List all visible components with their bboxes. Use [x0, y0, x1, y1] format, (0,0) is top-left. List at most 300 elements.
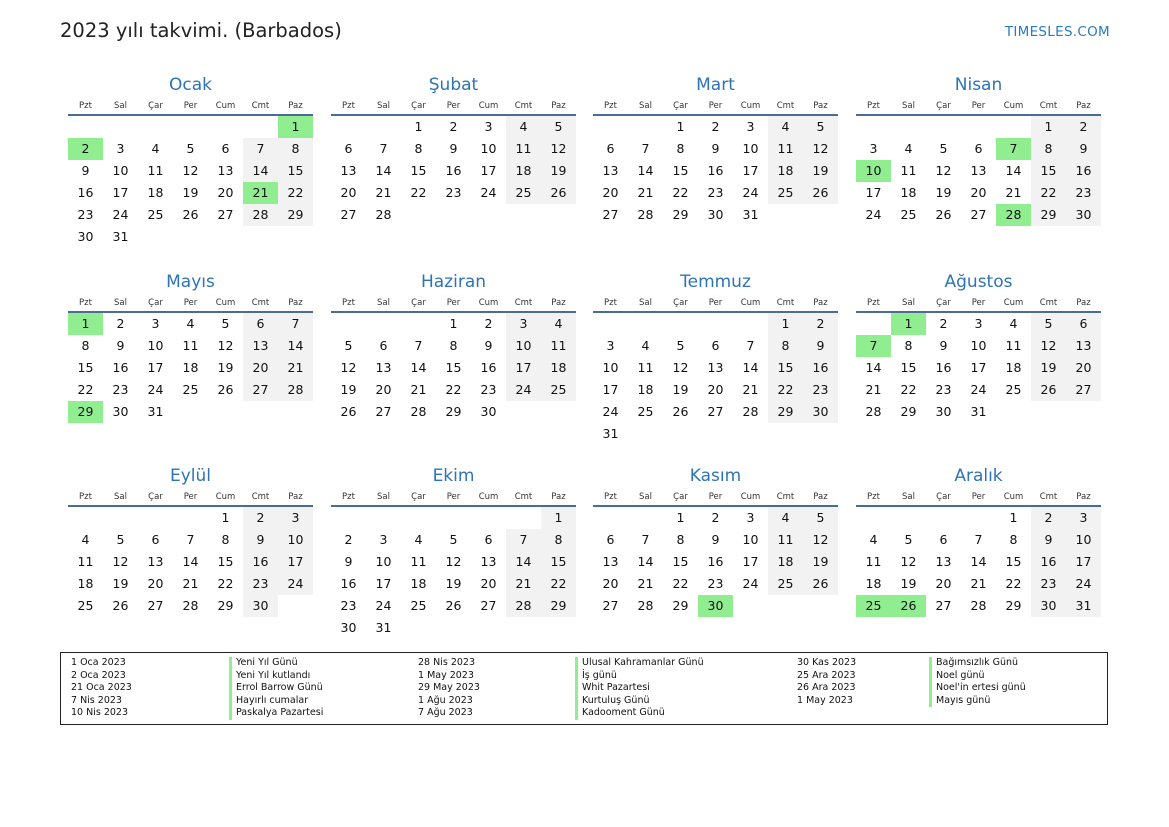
day-cell: 20	[602, 185, 619, 200]
weekday-label: Paz	[813, 101, 828, 111]
day-cell: 28	[410, 404, 427, 419]
legend-date: 1 May 2023	[797, 694, 853, 706]
day-cell: 5	[186, 141, 195, 156]
day-cell: 4	[768, 507, 803, 529]
weekday-label: Cmt	[1039, 492, 1058, 502]
month-name: Kasım	[689, 466, 742, 486]
day-cell: 9	[711, 141, 720, 156]
day-cell: 18	[410, 576, 427, 591]
day-cell: 9	[449, 141, 458, 156]
day-cell: 26	[112, 598, 129, 613]
weekday-header	[331, 98, 576, 116]
legend-holiday-name: Ulusal Kahramanlar Günü	[575, 657, 704, 670]
day-cell: 17	[742, 554, 759, 569]
day-cell: 30	[935, 404, 952, 419]
day-cell: 23	[1066, 182, 1101, 204]
day-cell: 15	[672, 163, 689, 178]
weekday-label: Paz	[551, 101, 566, 111]
weekday-label: Per	[971, 101, 986, 111]
day-cell: 10	[112, 163, 129, 178]
weekday-header	[856, 98, 1101, 116]
weekday-header	[593, 295, 838, 313]
day-cell: 24	[278, 573, 313, 595]
weekday-label: Per	[183, 298, 198, 308]
day-cell: 18	[768, 160, 803, 182]
day-cell: 18	[637, 382, 654, 397]
day-cell: 2	[1066, 116, 1101, 138]
day-cell: 3	[1066, 507, 1101, 529]
month-block	[856, 73, 1101, 226]
empty-cell	[471, 507, 506, 529]
weekday-header	[331, 489, 576, 507]
day-cell: 9	[939, 338, 948, 353]
weekday-label: Çar	[936, 101, 951, 111]
day-cell: 30	[1031, 595, 1066, 617]
day-cell: 7	[974, 532, 983, 547]
weekday-label: Pzt	[342, 298, 355, 308]
empty-cell	[891, 507, 926, 529]
day-cell: 2	[1031, 507, 1066, 529]
month-name: Temmuz	[680, 272, 751, 292]
day-cell: 20	[375, 382, 392, 397]
day-cell: 6	[1066, 313, 1101, 335]
day-cell: 11	[768, 138, 803, 160]
day-cell: 23	[445, 185, 462, 200]
weekday-label: Per	[708, 492, 723, 502]
day-cell: 5	[939, 141, 948, 156]
day-cell: 5	[221, 316, 230, 331]
day-cell: 22	[1005, 576, 1022, 591]
day-cell: 22	[1031, 182, 1066, 204]
empty-cell	[173, 507, 208, 529]
weekday-label: Çar	[411, 492, 426, 502]
day-grid	[856, 507, 1101, 617]
weekday-label: Cum	[478, 492, 499, 502]
day-cell: 11	[865, 554, 882, 569]
day-cell: 15	[217, 554, 234, 569]
day-cell: 5	[803, 116, 838, 138]
holiday-legend	[60, 652, 1108, 725]
day-cell: 2	[449, 119, 458, 134]
day-cell: 29	[900, 404, 917, 419]
day-cell: 19	[112, 576, 129, 591]
day-cell: 27	[935, 598, 952, 613]
day-cell: 7	[641, 141, 650, 156]
day-cell: 19	[803, 160, 838, 182]
day-cell: 19	[935, 185, 952, 200]
day-cell: 15	[541, 551, 576, 573]
weekday-header	[856, 489, 1101, 507]
day-cell: 27	[602, 207, 619, 222]
day-cell: 10	[480, 141, 497, 156]
day-cell: 16	[935, 360, 952, 375]
weekday-label: Cmt	[776, 492, 795, 502]
day-cell: 13	[480, 554, 497, 569]
empty-cell	[733, 313, 768, 335]
weekday-label: Sal	[377, 298, 390, 308]
day-cell: 13	[375, 360, 392, 375]
day-cell: 11	[506, 138, 541, 160]
weekday-header	[331, 295, 576, 313]
weekday-label: Sal	[377, 101, 390, 111]
weekday-label: Cmt	[1039, 101, 1058, 111]
empty-cell	[331, 313, 366, 335]
day-cell: 30	[480, 404, 497, 419]
legend-date: 28 Nis 2023	[418, 657, 475, 668]
month-block	[331, 464, 576, 639]
day-cell: 18	[865, 576, 882, 591]
day-cell: 13	[602, 554, 619, 569]
day-cell: 13	[243, 335, 278, 357]
weekday-header	[593, 489, 838, 507]
day-cell: 9	[116, 338, 125, 353]
day-cell: 27	[147, 598, 164, 613]
weekday-header	[856, 295, 1101, 313]
day-cell: 13	[340, 163, 357, 178]
day-cell: 2	[116, 316, 125, 331]
day-cell: 17	[147, 360, 164, 375]
day-cell: 25	[1005, 382, 1022, 397]
legend-date: 1 Oca 2023	[71, 657, 126, 668]
day-cell: 12	[217, 338, 234, 353]
legend-date: 21 Oca 2023	[71, 682, 132, 694]
weekday-label: Paz	[813, 492, 828, 502]
day-cell: 15	[900, 360, 917, 375]
weekday-label: Çar	[411, 298, 426, 308]
day-cell: 22	[410, 185, 427, 200]
day-cell: 16	[1031, 551, 1066, 573]
day-cell: 15	[410, 163, 427, 178]
day-cell: 8	[676, 141, 685, 156]
month-name: Ağustos	[944, 272, 1013, 292]
day-cell: 1	[768, 313, 803, 335]
day-cell: 22	[541, 573, 576, 595]
day-cell: 23	[707, 576, 724, 591]
weekday-label: Pzt	[79, 298, 92, 308]
month-block	[68, 270, 313, 423]
day-cell: 1	[1031, 116, 1066, 138]
day-cell: 2	[711, 119, 720, 134]
day-cell: 17	[742, 163, 759, 178]
day-cell: 4	[1009, 316, 1018, 331]
day-cell: 21	[637, 576, 654, 591]
day-cell: 7	[243, 138, 278, 160]
day-grid	[331, 116, 576, 226]
legend-holiday-name: Hayırlı cumalar	[229, 695, 323, 708]
holiday-day-cell: 1	[891, 313, 926, 335]
day-cell: 24	[147, 382, 164, 397]
day-cell: 22	[217, 576, 234, 591]
weekday-label: Çar	[673, 101, 688, 111]
weekday-label: Cum	[215, 492, 236, 502]
day-cell: 28	[278, 379, 313, 401]
day-cell: 3	[379, 532, 388, 547]
weekday-label: Sal	[639, 298, 652, 308]
day-cell: 6	[243, 313, 278, 335]
day-cell: 1	[221, 510, 230, 525]
day-cell: 1	[1009, 510, 1018, 525]
day-cell: 7	[746, 338, 755, 353]
empty-cell	[243, 116, 278, 138]
day-cell: 21	[278, 357, 313, 379]
day-cell: 28	[637, 598, 654, 613]
day-cell: 14	[506, 551, 541, 573]
day-cell: 11	[1005, 338, 1022, 353]
day-cell: 20	[935, 576, 952, 591]
empty-cell	[961, 116, 996, 138]
day-cell: 12	[541, 138, 576, 160]
day-grid	[593, 507, 838, 617]
day-grid	[68, 313, 313, 423]
day-cell: 30	[1066, 204, 1101, 226]
day-cell: 29	[672, 207, 689, 222]
day-cell: 23	[340, 598, 357, 613]
day-cell: 26	[803, 573, 838, 595]
day-cell: 20	[707, 382, 724, 397]
day-cell: 6	[974, 141, 983, 156]
legend-dates-col-3	[797, 657, 856, 707]
day-cell: 6	[606, 532, 615, 547]
day-cell: 18	[768, 551, 803, 573]
weekday-label: Pzt	[604, 492, 617, 502]
day-cell: 29	[768, 401, 803, 423]
legend-date: 30 Kas 2023	[797, 657, 857, 668]
day-cell: 4	[641, 338, 650, 353]
weekday-label: Sal	[639, 101, 652, 111]
legend-date: 7 Nis 2023	[71, 694, 122, 706]
day-cell: 30	[77, 229, 94, 244]
day-cell: 20	[480, 576, 497, 591]
day-cell: 14	[182, 554, 199, 569]
day-cell: 25	[77, 598, 94, 613]
day-cell: 17	[375, 576, 392, 591]
day-cell: 4	[151, 141, 160, 156]
day-cell: 16	[1066, 160, 1101, 182]
empty-cell	[926, 507, 961, 529]
day-cell: 2	[939, 316, 948, 331]
day-cell: 14	[742, 360, 759, 375]
weekday-label: Cmt	[1039, 298, 1058, 308]
day-cell: 8	[541, 529, 576, 551]
weekday-label: Paz	[551, 492, 566, 502]
empty-cell	[891, 116, 926, 138]
day-cell: 26	[1031, 379, 1066, 401]
empty-cell	[961, 507, 996, 529]
day-cell: 6	[606, 141, 615, 156]
day-cell: 3	[116, 141, 125, 156]
weekday-label: Paz	[1076, 492, 1091, 502]
day-cell: 4	[414, 532, 423, 547]
day-cell: 8	[904, 338, 913, 353]
day-cell: 10	[1066, 529, 1101, 551]
month-block	[856, 464, 1101, 617]
day-cell: 28	[243, 204, 278, 226]
day-cell: 8	[1009, 532, 1018, 547]
legend-holiday-name: İş günü	[575, 670, 704, 683]
month-name: Eylül	[169, 466, 212, 486]
legend-holiday-name: Yeni Yıl kutlandı	[229, 670, 323, 683]
day-cell: 31	[970, 404, 987, 419]
legend-names-col-1	[229, 657, 323, 720]
day-cell: 15	[1031, 160, 1066, 182]
day-cell: 16	[112, 360, 129, 375]
weekday-label: Per	[446, 101, 461, 111]
day-cell: 1	[676, 119, 685, 134]
legend-date: 29 May 2023	[418, 682, 480, 694]
weekday-label: Cum	[215, 298, 236, 308]
empty-cell	[506, 507, 541, 529]
day-cell: 15	[1005, 554, 1022, 569]
day-cell: 9	[803, 335, 838, 357]
day-cell: 12	[112, 554, 129, 569]
day-cell: 20	[217, 185, 234, 200]
holiday-day-cell: 7	[856, 335, 891, 357]
day-cell: 27	[243, 379, 278, 401]
day-cell: 16	[445, 163, 462, 178]
weekday-label: Cmt	[514, 492, 533, 502]
day-cell: 14	[970, 554, 987, 569]
day-cell: 17	[278, 551, 313, 573]
weekday-label: Per	[446, 492, 461, 502]
empty-cell	[331, 507, 366, 529]
day-cell: 11	[147, 163, 164, 178]
day-cell: 23	[803, 379, 838, 401]
day-cell: 1	[676, 510, 685, 525]
weekday-label: Sal	[114, 298, 127, 308]
day-cell: 23	[243, 573, 278, 595]
day-cell: 29	[1031, 204, 1066, 226]
weekday-label: Cum	[1003, 492, 1024, 502]
legend-date: 7 Ağu 2023	[418, 707, 473, 719]
day-cell: 10	[742, 532, 759, 547]
day-cell: 16	[707, 554, 724, 569]
day-cell: 12	[1031, 335, 1066, 357]
weekday-label: Cum	[478, 101, 499, 111]
day-cell: 7	[278, 313, 313, 335]
day-cell: 3	[974, 316, 983, 331]
weekday-header	[593, 98, 838, 116]
day-cell: 8	[221, 532, 230, 547]
day-cell: 5	[449, 532, 458, 547]
brand-link[interactable]: TIMESLES.COM	[1004, 24, 1110, 40]
day-cell: 26	[445, 598, 462, 613]
weekday-label: Per	[971, 492, 986, 502]
empty-cell	[593, 507, 628, 529]
day-cell: 28	[865, 404, 882, 419]
weekday-label: Per	[446, 298, 461, 308]
day-cell: 28	[742, 404, 759, 419]
day-cell: 22	[445, 382, 462, 397]
holiday-day-cell: 29	[68, 401, 103, 423]
day-cell: 11	[182, 338, 199, 353]
day-cell: 13	[970, 163, 987, 178]
weekday-label: Cum	[478, 298, 499, 308]
day-cell: 23	[112, 382, 129, 397]
legend-names-col-3	[929, 657, 1026, 707]
day-cell: 4	[869, 532, 878, 547]
weekday-label: Cum	[1003, 298, 1024, 308]
weekday-label: Çar	[936, 492, 951, 502]
weekday-label: Sal	[902, 298, 915, 308]
holiday-day-cell: 25	[856, 595, 891, 617]
day-cell: 14	[865, 360, 882, 375]
weekday-label: Pzt	[867, 298, 880, 308]
day-cell: 27	[1066, 379, 1101, 401]
empty-cell	[628, 116, 663, 138]
day-cell: 7	[186, 532, 195, 547]
day-cell: 8	[449, 338, 458, 353]
empty-cell	[103, 116, 138, 138]
weekday-label: Pzt	[604, 298, 617, 308]
day-cell: 27	[340, 207, 357, 222]
month-name: Haziran	[420, 272, 487, 292]
day-cell: 17	[602, 382, 619, 397]
day-cell: 15	[77, 360, 94, 375]
legend-holiday-name: Kadooment Günü	[575, 707, 704, 720]
day-cell: 3	[278, 507, 313, 529]
holiday-day-cell: 26	[891, 595, 926, 617]
holiday-day-cell: 2	[68, 138, 103, 160]
day-cell: 29	[445, 404, 462, 419]
day-cell: 16	[243, 551, 278, 573]
day-cell: 6	[344, 141, 353, 156]
weekday-header	[68, 295, 313, 313]
weekday-label: Cum	[215, 101, 236, 111]
day-cell: 3	[869, 141, 878, 156]
day-grid	[593, 116, 838, 226]
day-cell: 17	[970, 360, 987, 375]
day-cell: 15	[445, 360, 462, 375]
day-cell: 13	[707, 360, 724, 375]
weekday-label: Sal	[377, 492, 390, 502]
day-cell: 25	[182, 382, 199, 397]
month-block	[68, 73, 313, 248]
day-cell: 22	[900, 382, 917, 397]
day-grid	[856, 313, 1101, 423]
legend-holiday-name: Mayıs günü	[929, 695, 1026, 708]
day-cell: 24	[1066, 573, 1101, 595]
day-cell: 4	[768, 116, 803, 138]
day-cell: 31	[602, 426, 619, 441]
day-cell: 27	[375, 404, 392, 419]
day-cell: 8	[81, 338, 90, 353]
day-cell: 31	[742, 207, 759, 222]
month-name: Mayıs	[166, 272, 215, 292]
holiday-day-cell: 10	[856, 160, 891, 182]
day-grid	[68, 116, 313, 248]
weekday-label: Pzt	[867, 101, 880, 111]
day-cell: 19	[445, 576, 462, 591]
day-cell: 25	[768, 182, 803, 204]
day-cell: 12	[182, 163, 199, 178]
day-cell: 16	[480, 360, 497, 375]
day-grid	[331, 507, 576, 639]
day-cell: 9	[344, 554, 353, 569]
day-cell: 5	[116, 532, 125, 547]
weekday-label: Cum	[740, 101, 761, 111]
day-cell: 24	[865, 207, 882, 222]
day-cell: 28	[970, 598, 987, 613]
month-name: Ekim	[432, 466, 475, 486]
day-cell: 20	[1066, 357, 1101, 379]
weekday-label: Per	[183, 492, 198, 502]
day-cell: 19	[900, 576, 917, 591]
day-cell: 14	[375, 163, 392, 178]
weekday-label: Çar	[148, 492, 163, 502]
legend-date: 1 May 2023	[418, 669, 474, 681]
weekday-label: Pzt	[604, 101, 617, 111]
day-cell: 4	[506, 116, 541, 138]
